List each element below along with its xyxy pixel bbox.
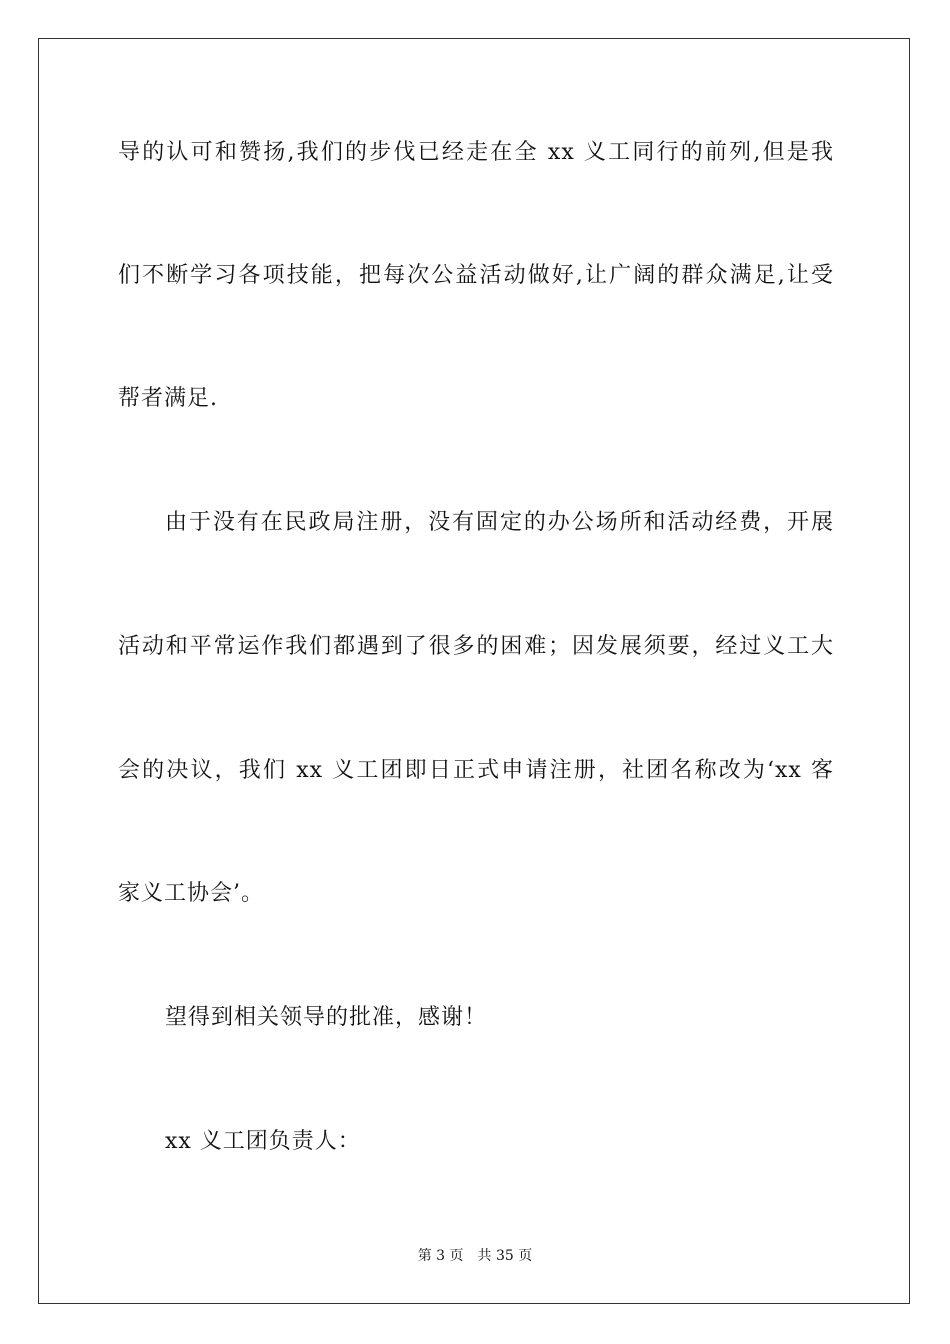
page-footer [0, 1246, 950, 1266]
page-border [38, 38, 910, 1304]
body-line-6: 会的决议，我们 xx 义工团即日正式申请注册，社团名称改为‘xx 客 [118, 758, 834, 783]
body-line-2: 们不断学习各项技能，把每次公益活动做好,让广阔的群众满足,让受 [118, 263, 834, 288]
body-line-1: 导的认可和赞扬,我们的步伐已经走在全 xx 义工同行的前列,但是我 [118, 140, 834, 165]
body-line-5: 活动和平常运作我们都遇到了很多的困难；因发展须要，经过义工大 [118, 634, 834, 659]
page-total: 共 35 页 [477, 1248, 533, 1264]
body-line-7: 家义工协会’。 [118, 881, 264, 906]
body-line-3: 帮者满足. [118, 386, 218, 411]
page-number: 第 3 页 [417, 1248, 464, 1264]
body-line-9: xx 义工团负责人： [165, 1129, 361, 1154]
body-line-4: 由于没有在民政局注册，没有固定的办公场所和活动经费，开展 [165, 510, 834, 535]
body-line-8: 望得到相关领导的批准，感谢！ [165, 1005, 488, 1030]
